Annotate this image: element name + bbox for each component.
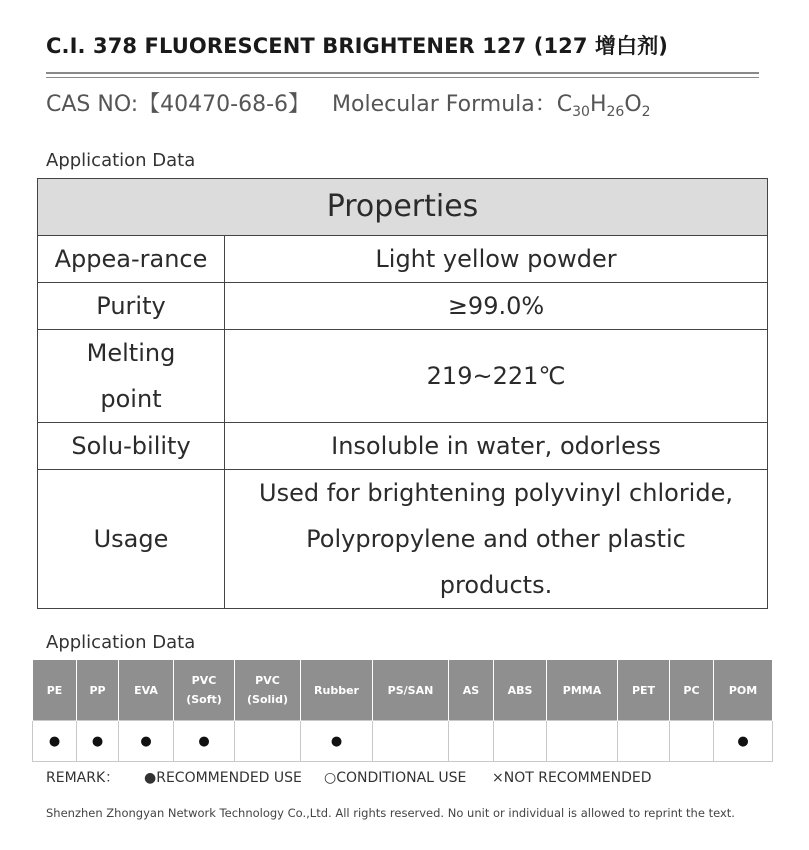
mark-eva: ● — [119, 721, 174, 762]
header-pp: PP — [77, 660, 119, 721]
row-label-solubility: Solu-bility — [38, 423, 225, 470]
row-value-purity: ≥99.0% — [225, 283, 768, 330]
header-pe: PE — [33, 660, 77, 721]
row-value-appearance: Light yellow powder — [225, 236, 768, 283]
title-rule-thin — [46, 77, 759, 78]
mark-abs — [494, 721, 547, 762]
header-pvc-solid: PVC (Solid) — [235, 660, 301, 721]
mark-pp: ● — [77, 721, 119, 762]
formula-label: Molecular Formula： — [332, 92, 557, 117]
row-label-purity: Purity — [38, 283, 225, 330]
title-rule-thick — [46, 72, 759, 74]
document-title: C.I. 378 FLUORESCENT BRIGHTENER 127 (127 增白剂) — [46, 34, 668, 58]
header-abs: ABS — [494, 660, 547, 721]
row-label-appearance: Appea-rance — [38, 236, 225, 283]
header-pet: PET — [618, 660, 670, 721]
legend-recommended: ●RECOMMENDED USE — [144, 770, 302, 786]
row-value-melting-point: 219~221℃ — [225, 330, 768, 423]
mark-pet — [618, 721, 670, 762]
legend-conditional: ○CONDITIONAL USE — [324, 770, 467, 786]
mark-pvc-solid — [235, 721, 301, 762]
section-label-properties: Application Data — [46, 150, 196, 171]
cas-label: CAS NO: — [46, 92, 139, 117]
row-value-usage: Used for brightening polyvinyl chloride, Polypropylene and other plastic products. — [225, 470, 768, 609]
mark-rubber: ● — [301, 721, 373, 762]
row-label-melting-point: Melting point — [38, 330, 225, 423]
mark-pmma — [547, 721, 618, 762]
header-ps-san: PS/SAN — [373, 660, 449, 721]
header-as: AS — [449, 660, 494, 721]
legend-not-recommended: ×NOT RECOMMENDED — [492, 770, 652, 786]
remark-legend — [46, 767, 651, 787]
mark-pom: ● — [714, 721, 773, 762]
mark-as — [449, 721, 494, 762]
row-label-usage: Usage — [38, 470, 225, 609]
mark-pc — [670, 721, 714, 762]
properties-header: Properties — [38, 179, 768, 236]
mark-ps-san — [373, 721, 449, 762]
cas-number: 【40470-68-6】 — [138, 92, 311, 117]
remark-label: REMARK： — [46, 770, 120, 786]
application-marks-row — [33, 721, 773, 762]
molecular-formula: $C_{30}H_{26}O_2$ — [556, 92, 651, 120]
application-header-row — [33, 660, 773, 721]
properties-table — [37, 178, 768, 609]
header-eva: EVA — [119, 660, 174, 721]
header-pvc-soft: PVC (Soft) — [174, 660, 235, 721]
copyright-footer: Shenzhen Zhongyan Network Technology Co.,Ltd. All rights reserved. No unit or individual is allowed to reprint the text. — [46, 806, 735, 820]
header-pom: POM — [714, 660, 773, 721]
header-rubber: Rubber — [301, 660, 373, 721]
row-value-solubility: Insoluble in water, odorless — [225, 423, 768, 470]
section-label-application: Application Data — [46, 632, 196, 653]
application-table — [32, 660, 773, 762]
identity-line — [46, 87, 651, 120]
header-pc: PC — [670, 660, 714, 721]
mark-pe: ● — [33, 721, 77, 762]
mark-pvc-soft: ● — [174, 721, 235, 762]
header-pmma: PMMA — [547, 660, 618, 721]
